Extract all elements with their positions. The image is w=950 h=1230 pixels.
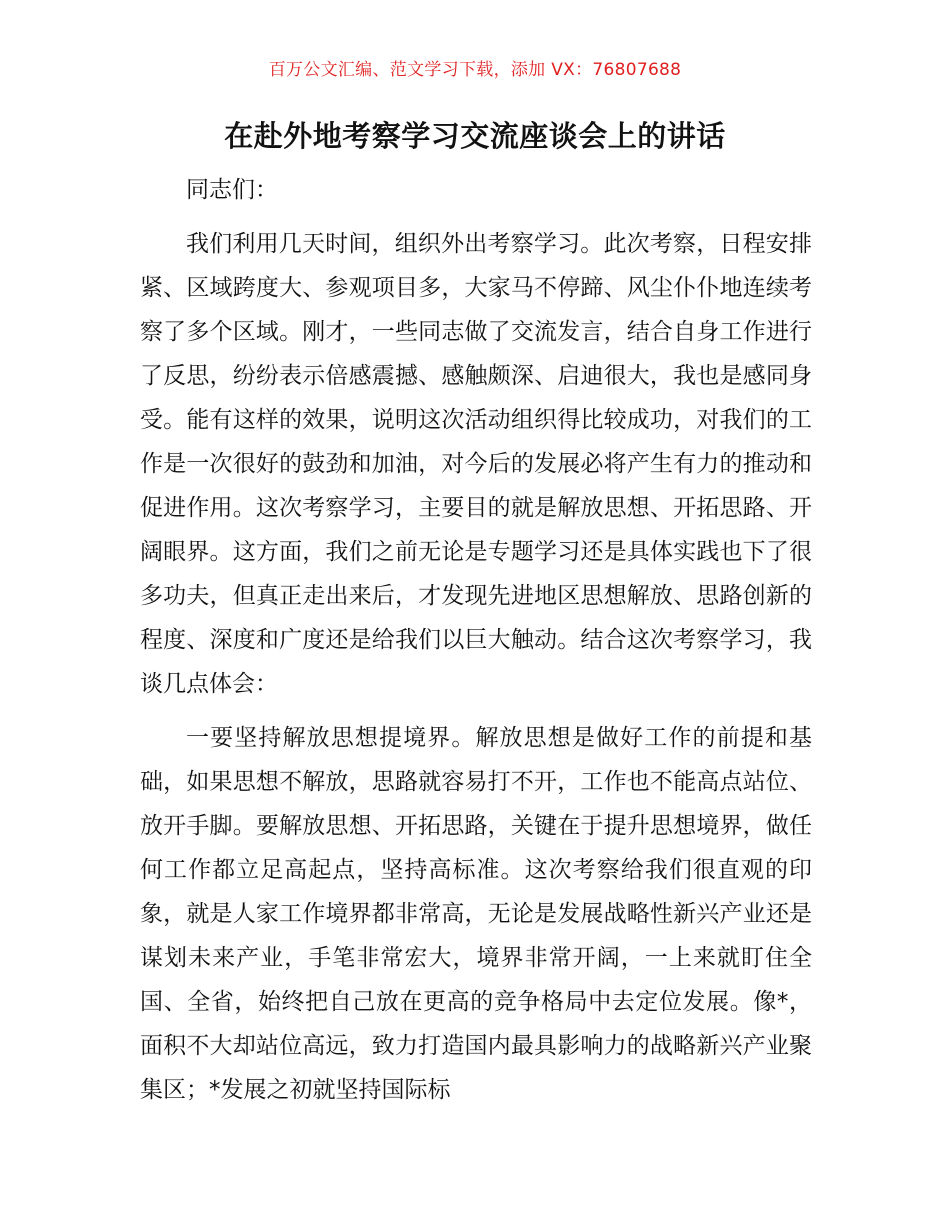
paragraph: 一要坚持解放思想提境界。解放思想是做好工作的前提和基础，如果思想不解放，思路就容易打不开，工作也不能高点站位、放开手脚。要解放思想、开拓思路，关键在于提升思想境界，做任何工作都立足高起点，坚持高标准。这次考察给我们很直观的印象，就是人家工作境界都非常高，无论是发展战略性新兴产业还是谋划未来产业，手笔非常宏大，境界非常开阔，一上来就盯住全国、全省，始终把自己放在更高的竞争格局中去定位发展。像*，面积不大却站位高远，致力打造国内最具影响力的战略新兴产业聚集区；*发展之初就坚持国际标 (140, 725, 812, 1103)
document-body (140, 168, 812, 1112)
document-title: 在赴外地考察学习交流座谈会上的讲话 (224, 119, 726, 153)
salutation: 同志们： (186, 177, 278, 203)
watermark-banner: 百万公文汇编、范文学习下载，添加 VX：76807688 (268, 60, 682, 80)
paragraph: 我们利用几天时间，组织外出考察学习。此次考察，日程安排紧、区域跨度大、参观项目多，大家马不停蹄、风尘仆仆地连续考察了多个区域。刚才，一些同志做了交流发言，结合自身工作进行了反思，纷纷表示倍感震撼、感触颇深、启迪很大，我也是感同身受。能有这样的效果，说明这次活动组织得比较成功，对我们的工作是一次很好的鼓劲和加油，对今后的发展必将产生有力的推动和促进作用。这次考察学习，主要目的就是解放思想、开拓思路、开阔眼界。这方面，我们之前无论是专题学习还是具体实践也下了很多功夫，但真正走出来后，才发现先进地区思想解放、思路创新的程度、深度和广度还是给我们以巨大触动。结合这次考察学习，我谈几点体会： (140, 231, 812, 697)
